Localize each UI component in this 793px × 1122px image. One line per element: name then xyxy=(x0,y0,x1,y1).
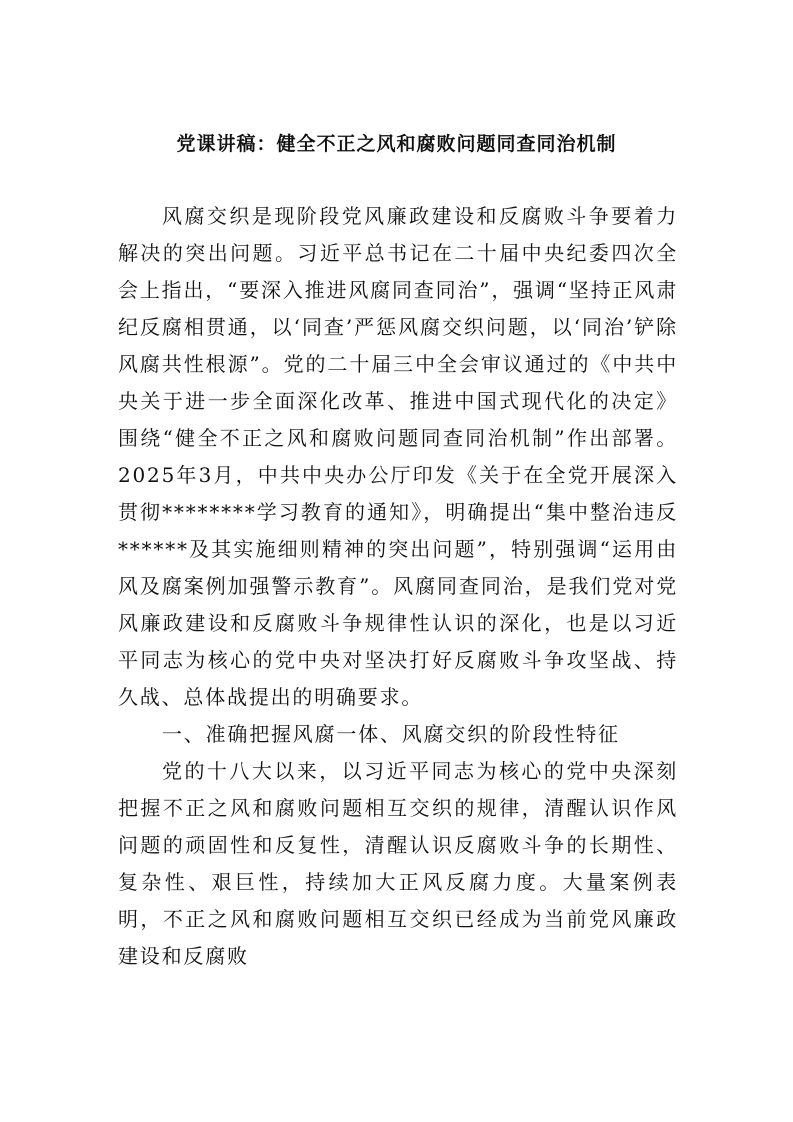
section-heading: 一、准确把握风腐一体、风腐交织的阶段性特征 xyxy=(162,722,620,746)
document-title: 党课讲稿：健全不正之风和腐败问题同查同治机制 xyxy=(176,133,617,155)
intro-paragraph: 风腐交织是现阶段党风廉政建设和反腐败斗争要着力解决的突出问题。习近平总书记在二十届中央纪委四次全会上指出，“要深入推进风腐同查同治”，强调“坚持正风肃纪反腐相贯通，以‘同查’严惩风腐交织问题，以‘同治’铲除风腐共性根源”。党的二十届三中全会审议通过的《中共中央关于进一步全面深化改革、推进中国式现代化的决定》围绕“健全不正之风和腐败问题同查同治机制”作出部署。2025年3月，中共中央办公厅印发《关于在全党开展深入贯彻********学习教育的通知》，明确提出“集中整治违反******及其实施细则精神的突出问题”，特别强调“运用由风及腐案例加强警示教育”。风腐同查同治，是我们党对党风廉政建设和反腐败斗争规律性认识的深化，也是以习近平同志为核心的党中央对坚决打好反腐败斗争攻坚战、持久战、总体战提出的明确要求。 xyxy=(118,204,678,709)
document-body xyxy=(118,198,678,975)
section-paragraph: 党的十八大以来，以习近平同志为核心的党中央深刻把握不正之风和腐败问题相互交织的规律，清醒认识作风问题的顽固性和反复性，清醒认识反腐败斗争的长期性、复杂性、艰巨性，持续加大正风反腐力度。大量案例表明，不正之风和腐败问题相互交织已经成为当前党风廉政建设和反腐败 xyxy=(118,759,678,968)
